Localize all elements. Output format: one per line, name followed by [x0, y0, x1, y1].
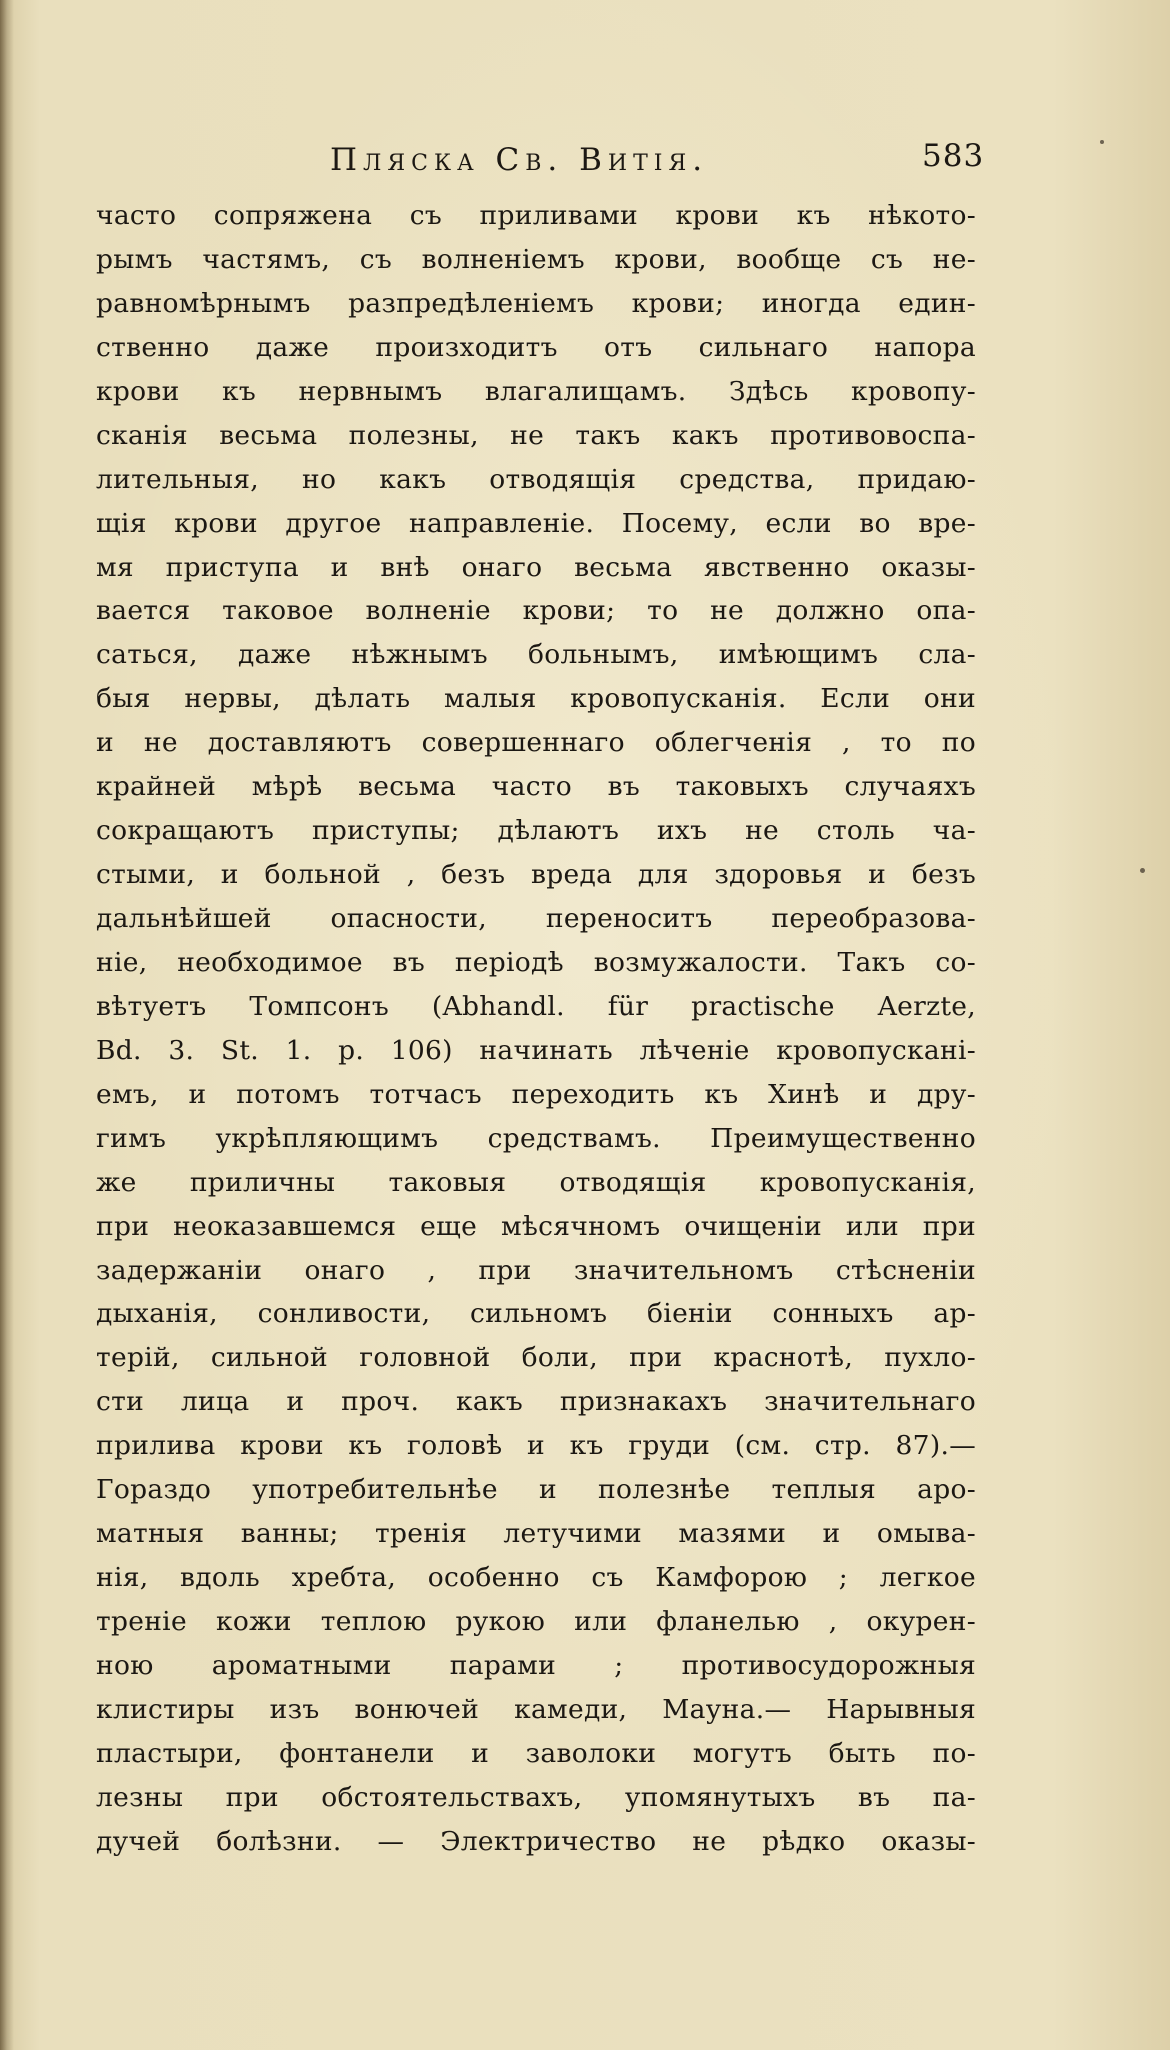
text-line: при неоказавшемся еще мѣсячномъ очищеніи или при [96, 1210, 976, 1242]
text-line: сокращаютъ приступы; дѣлаютъ ихъ не столь ча- [96, 815, 976, 847]
running-head-title: Пляска Св. Витія. [330, 142, 709, 178]
text-line: дыханія, сонливости, сильномъ біеніи сонныхъ ар- [96, 1298, 976, 1330]
text-line: нія, вдоль хребта, особенно съ Камфорою ; легкое [96, 1562, 976, 1594]
running-head [0, 138, 1170, 182]
text-line: равномѣрнымъ разпредѣленіемъ крови; иногда един- [96, 287, 976, 319]
text-line: сканія весьма полезны, не такъ какъ противовоспа- [96, 419, 976, 451]
text-line: щія крови другое направленіе. Посему, если во вре- [96, 507, 976, 539]
spine-shadow [0, 0, 14, 2050]
text-line: быя нервы, дѣлать малыя кровопусканія. Если они [96, 683, 976, 715]
text-line: мя приступа и внѣ онаго весьма явственно оказы- [96, 551, 976, 583]
text-line: дальнѣйшей опасности, переноситъ переобразова- [96, 903, 976, 934]
text-line: же приличны таковыя отводящія кровопусканія, [96, 1166, 976, 1198]
text-line: терій, сильной головной боли, при краснотѣ, пухло- [96, 1342, 976, 1374]
text-line: прилива крови къ головѣ и къ груди (см. стр. 87).— [96, 1430, 976, 1462]
text-line: вѣтуетъ Томпсонъ (Abhandl. für practische Aerzte, [96, 990, 976, 1022]
text-line: ственно даже произходитъ отъ сильнаго напора [96, 331, 976, 363]
text-line: матныя ванны; тренія летучими мазями и омыва- [96, 1518, 976, 1550]
text-line: ною ароматными парами ; противосудорожныя [96, 1649, 976, 1681]
text-line: саться, даже нѣжнымъ больнымъ, имѣющимъ сла- [96, 639, 976, 671]
text-line: треніе кожи теплою рукою или фланелью , окурен- [96, 1606, 976, 1637]
page-number: 583 [922, 138, 985, 174]
text-line: пластыри, фонтанели и заволоки могутъ быть по- [96, 1737, 976, 1769]
text-line: рымъ частямъ, съ волненіемъ крови, вообще съ не- [96, 243, 976, 275]
text-line: задержаніи онаго , при значительномъ стѣсненіи [96, 1254, 976, 1286]
text-line: ніе, необходимое въ періодѣ возмужалости. Такъ со- [96, 946, 976, 978]
text-line: часто сопряжена съ приливами крови къ нѣкото- [96, 200, 976, 231]
text-line: крови къ нервнымъ влагалищамъ. Здѣсь кровопу- [96, 375, 976, 407]
text-line: и не доставляютъ совершеннаго облегченія , то по [96, 727, 976, 759]
text-line: Bd. 3. St. 1. p. 106) начинать лѣченіе кровопускані- [96, 1034, 976, 1066]
body-text [96, 194, 976, 1864]
text-line: крайней мѣрѣ весьма часто въ таковыхъ случаяхъ [96, 771, 976, 803]
text-line: дучей болѣзни. — Электричество не рѣдко оказы- [96, 1825, 976, 1857]
paper-speck [1100, 140, 1104, 144]
text-line: Гораздо употребительнѣе и полезнѣе теплыя аро- [96, 1474, 976, 1506]
text-line: гимъ укрѣпляющимъ средствамъ. Преимущественно [96, 1122, 976, 1154]
text-line: клистиры изъ вонючей камеди, Мауна.— Нарывныя [96, 1693, 976, 1725]
text-line: лезны при обстоятельствахъ, упомянутыхъ въ па- [96, 1781, 976, 1813]
text-line: стыми, и больной , безъ вреда для здоровья и безъ [96, 859, 976, 891]
text-line: вается таковое волненіе крови; то не должно опа- [96, 595, 976, 627]
text-line: емъ, и потомъ тотчасъ переходить къ Хинѣ и дру- [96, 1078, 976, 1110]
paper-speck [1140, 868, 1145, 873]
text-line: лительныя, но какъ отводящія средства, придаю- [96, 463, 976, 495]
text-line: сти лица и проч. какъ признакахъ значительнаго [96, 1386, 976, 1418]
